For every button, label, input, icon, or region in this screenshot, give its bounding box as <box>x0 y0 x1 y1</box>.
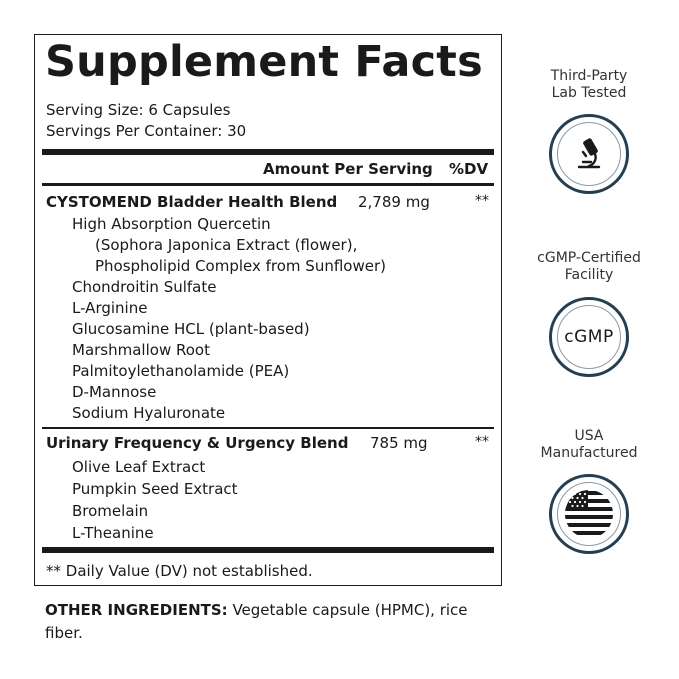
badge-cgmp-label <box>514 250 664 284</box>
list-item: Palmitoylethanolamide (PEA) <box>72 362 290 380</box>
list-item: D-Mannose <box>72 383 157 401</box>
other-ingredients-text: Vegetable capsule (HPMC), rice fiber. <box>45 601 468 642</box>
badge-lab-tested <box>549 114 629 194</box>
blend-divider <box>42 427 494 429</box>
badge-lab-tested-label <box>514 68 664 102</box>
usa-flag-icon <box>564 489 614 539</box>
list-item: Bromelain <box>72 502 149 520</box>
badge-label-line: cGMP-Certified <box>537 250 641 266</box>
list-item: Sodium Hyaluronate <box>72 404 226 422</box>
list-item: L-Arginine <box>72 299 148 317</box>
header-amount: Amount Per Serving <box>263 160 433 178</box>
footnote: ** Daily Value (DV) not established. <box>46 562 313 580</box>
blend1-name: CYSTOMEND Bladder Health Blend <box>46 193 338 211</box>
list-item: Chondroitin Sulfate <box>72 278 217 296</box>
badge-label-line: USA <box>574 428 604 444</box>
list-item: High Absorption Quercetin <box>72 215 271 233</box>
list-item: Pumpkin Seed Extract <box>72 480 238 498</box>
badge-label-line: Third-Party <box>550 68 628 84</box>
badge-label-line: Manufactured <box>540 445 638 461</box>
blend2-name: Urinary Frequency & Urgency Blend <box>46 434 349 452</box>
badge-label-line: Facility <box>564 267 614 283</box>
list-item: L-Theanine <box>72 524 154 542</box>
microscope-icon <box>569 134 609 174</box>
bottom-thick-divider <box>42 547 494 553</box>
blend1-amount: 2,789 mg <box>358 193 430 211</box>
servings-per-container: Servings Per Container: 30 <box>46 122 247 140</box>
list-item: Olive Leaf Extract <box>72 458 206 476</box>
badge-inner-ring <box>557 305 621 369</box>
panel-title: Supplement Facts <box>45 37 483 87</box>
header-dv: %DV <box>449 160 489 178</box>
cgmp-icon: cGMP <box>564 327 614 347</box>
supplement-facts-panel <box>34 34 502 586</box>
badge-label-line: Lab Tested <box>551 85 627 101</box>
list-item: Marshmallow Root <box>72 341 210 359</box>
list-item: Glucosamine HCL (plant-based) <box>72 320 310 338</box>
badge-usa <box>549 474 629 554</box>
serving-size: Serving Size: 6 Capsules <box>46 101 231 119</box>
other-ingredients <box>45 599 485 645</box>
badge-cgmp <box>549 297 629 377</box>
blend2-amount: 785 mg <box>370 434 428 452</box>
thick-divider <box>42 149 494 155</box>
badge-inner-ring <box>557 482 621 546</box>
list-item: (Sophora Japonica Extract (flower), <box>95 236 358 254</box>
blend1-dv: ** <box>475 193 489 209</box>
header-divider <box>42 183 494 186</box>
other-ingredients-label: OTHER INGREDIENTS: <box>45 601 228 619</box>
list-item: Phospholipid Complex from Sunflower) <box>95 257 386 275</box>
badge-inner-ring <box>557 122 621 186</box>
badge-usa-label <box>514 428 664 462</box>
blend2-dv: ** <box>475 434 489 450</box>
